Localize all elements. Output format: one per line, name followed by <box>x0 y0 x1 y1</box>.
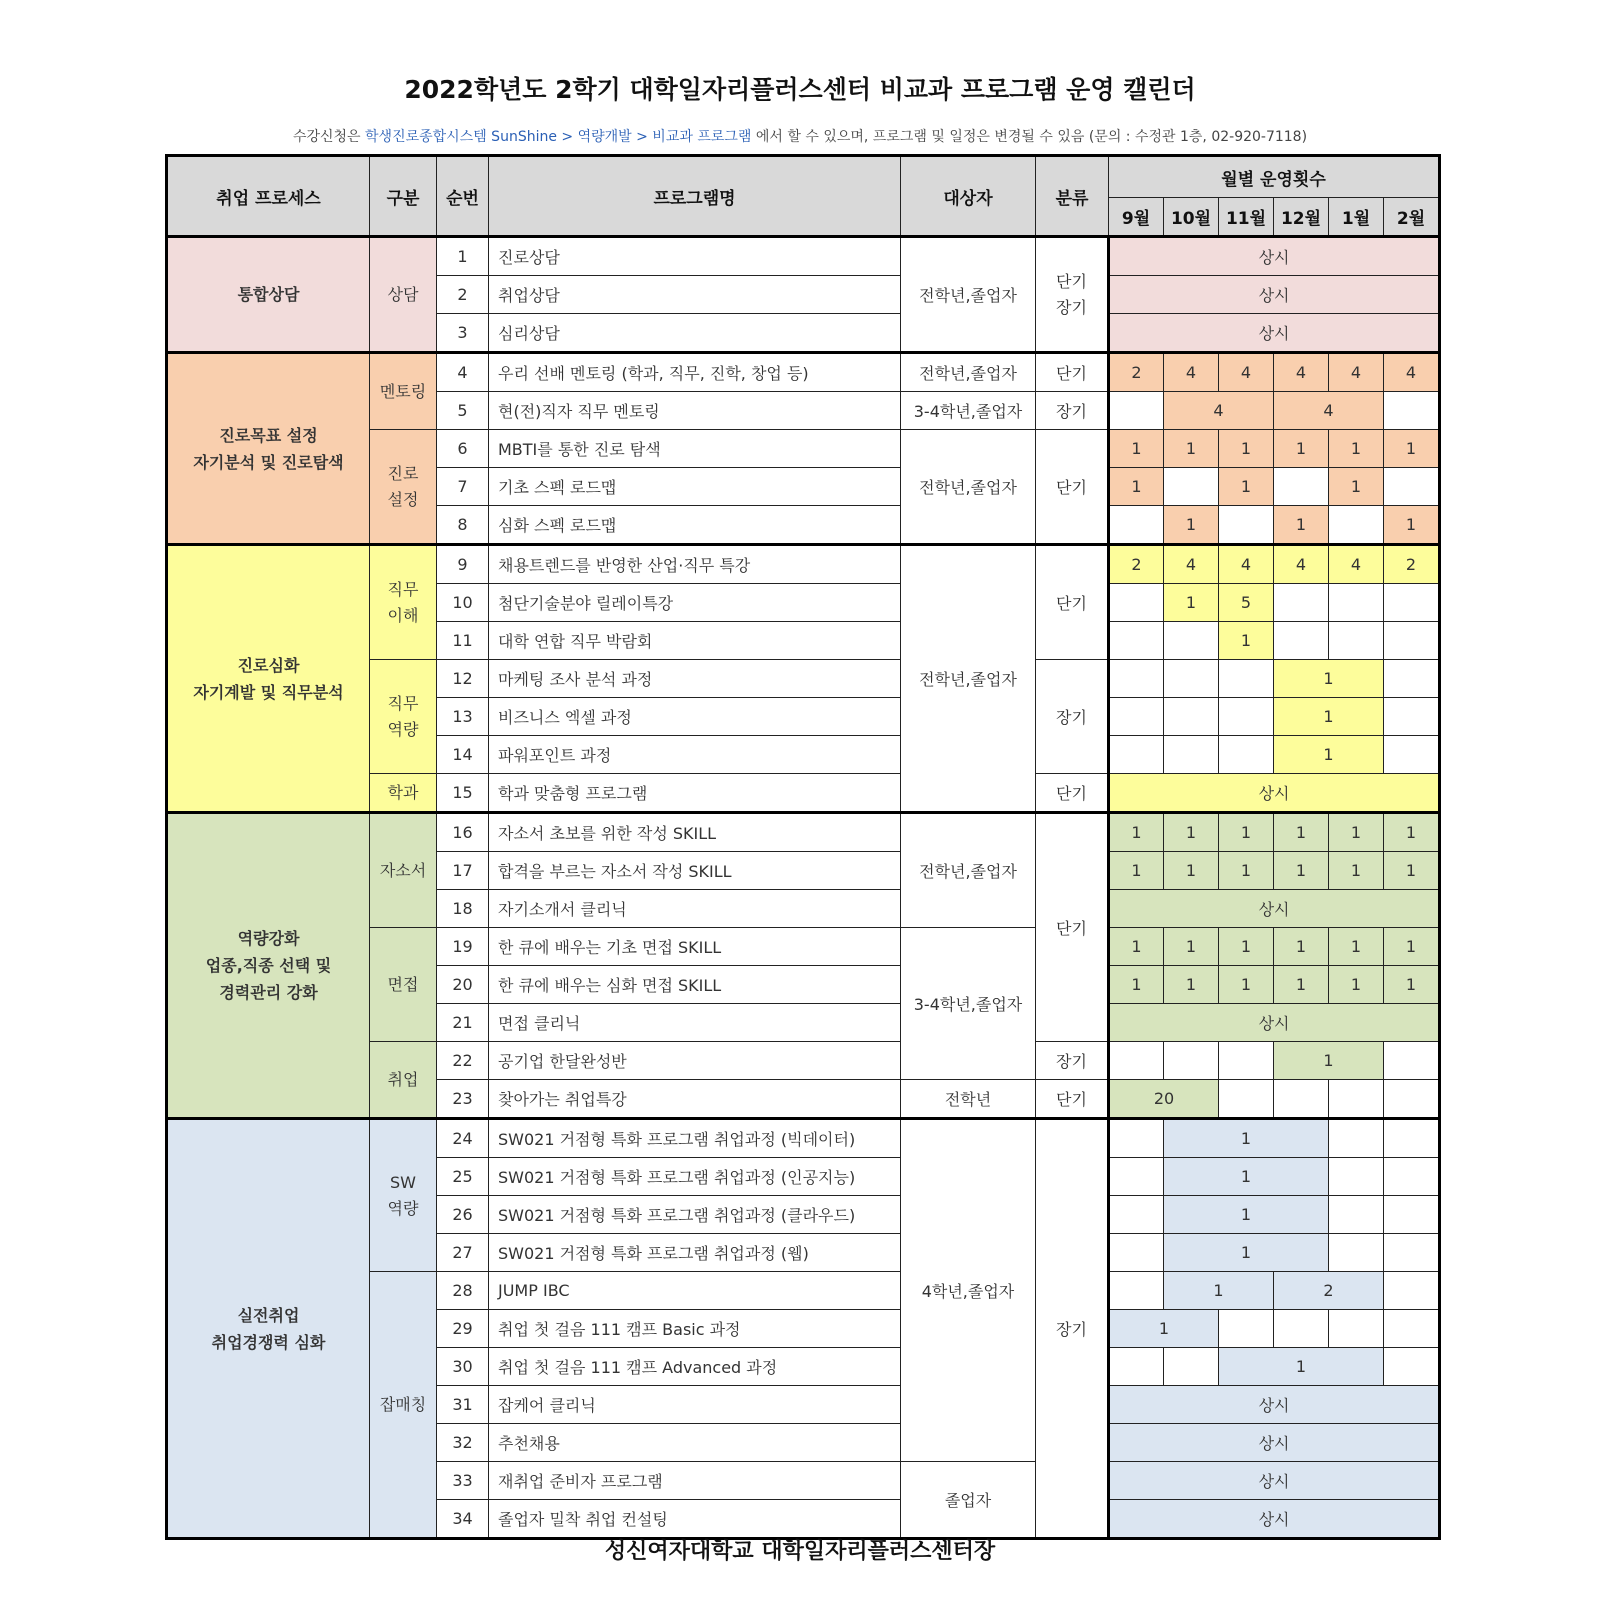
program-number: 11 <box>437 622 489 660</box>
month-count: 4 <box>1164 392 1274 430</box>
month-count: 1 <box>1274 660 1384 698</box>
month-empty <box>1109 698 1164 736</box>
month-count: 4 <box>1274 392 1384 430</box>
header-process: 취업 프로세스 <box>167 156 370 237</box>
notice-suffix: 에서 할 수 있으며, 프로그램 및 일정은 변경될 수 있음 (문의 : 수정관 1층, 02-920-7118) <box>751 129 1308 145</box>
type-cell: 단기 장기 <box>1036 237 1109 353</box>
program-name: 추천채용 <box>489 1424 901 1462</box>
category-line: 업종,직종 선택 및 <box>205 956 332 975</box>
month-count: 4 <box>1219 545 1274 584</box>
month-count: 1 <box>1384 506 1440 545</box>
schedule-always: 상시 <box>1109 1386 1440 1424</box>
program-number: 7 <box>437 468 489 506</box>
program-name: 진로상담 <box>489 237 901 276</box>
month-empty <box>1384 468 1440 506</box>
program-number: 22 <box>437 1042 489 1080</box>
schedule-always: 상시 <box>1109 1462 1440 1500</box>
month-count: 1 <box>1274 506 1329 545</box>
type-cell: 단기 <box>1036 545 1109 660</box>
month-empty <box>1109 506 1164 545</box>
month-count: 20 <box>1109 1080 1219 1119</box>
category-line: 경력관리 강화 <box>219 983 318 1002</box>
program-name: SW021 거점형 특화 프로그램 취업과정 (빅데이터) <box>489 1119 901 1158</box>
table-row <box>167 545 1440 584</box>
month-count: 4 <box>1329 353 1384 392</box>
type-cell: 장기 <box>1036 392 1109 430</box>
month-count: 1 <box>1164 852 1219 890</box>
month-count: 1 <box>1219 468 1274 506</box>
month-empty <box>1329 622 1384 660</box>
program-number: 17 <box>437 852 489 890</box>
issuer-signature: 성신여자대학교 대학일자리플러스센터장 <box>604 1539 996 1564</box>
program-name: SW021 거점형 특화 프로그램 취업과정 (인공지능) <box>489 1158 901 1196</box>
month-empty <box>1384 622 1440 660</box>
program-number: 4 <box>437 353 489 392</box>
program-name: 잡케어 클리닉 <box>489 1386 901 1424</box>
month-count: 1 <box>1219 966 1274 1004</box>
division-cell: 취업 <box>370 1042 437 1119</box>
month-empty <box>1219 1042 1274 1080</box>
month-count: 1 <box>1274 1042 1384 1080</box>
table-row <box>167 1119 1440 1158</box>
month-empty <box>1274 1080 1329 1119</box>
schedule-always: 상시 <box>1109 237 1440 276</box>
program-number: 15 <box>437 774 489 813</box>
program-number: 1 <box>437 237 489 276</box>
month-count: 1 <box>1164 430 1219 468</box>
month-count: 1 <box>1329 468 1384 506</box>
table-row <box>167 237 1440 276</box>
month-empty <box>1384 1234 1440 1272</box>
month-empty <box>1329 1158 1384 1196</box>
page-title: 2022학년도 2학기 대학일자리플러스센터 비교과 프로그램 운영 캘린더 <box>404 75 1196 104</box>
type-cell: 단기 <box>1036 813 1109 1042</box>
program-number: 24 <box>437 1119 489 1158</box>
target-cell: 졸업자 <box>901 1462 1036 1539</box>
division-cell: 상담 <box>370 237 437 353</box>
program-number: 18 <box>437 890 489 928</box>
month-count: 1 <box>1219 928 1274 966</box>
month-empty <box>1274 622 1329 660</box>
program-number: 10 <box>437 584 489 622</box>
month-count: 1 <box>1164 1234 1329 1272</box>
program-number: 26 <box>437 1196 489 1234</box>
header-type: 분류 <box>1036 156 1109 237</box>
program-number: 23 <box>437 1080 489 1119</box>
month-empty <box>1384 1042 1440 1080</box>
program-number: 5 <box>437 392 489 430</box>
month-empty <box>1329 584 1384 622</box>
month-empty <box>1384 1158 1440 1196</box>
month-count: 4 <box>1219 353 1274 392</box>
program-name: 기초 스펙 로드맵 <box>489 468 901 506</box>
program-number: 6 <box>437 430 489 468</box>
category-cell <box>167 353 370 545</box>
program-name: 우리 선배 멘토링 (학과, 직무, 진학, 창업 등) <box>489 353 901 392</box>
category-cell <box>167 813 370 1119</box>
month-count: 4 <box>1274 545 1329 584</box>
schedule-always: 상시 <box>1109 890 1440 928</box>
month-count: 1 <box>1329 928 1384 966</box>
month-count: 4 <box>1164 353 1219 392</box>
program-number: 30 <box>437 1348 489 1386</box>
program-name: 취업 첫 걸음 111 캠프 Advanced 과정 <box>489 1348 901 1386</box>
target-cell: 4학년,졸업자 <box>901 1119 1036 1462</box>
month-count: 1 <box>1329 852 1384 890</box>
category-line: 실전취업 <box>237 1305 300 1325</box>
program-name: 심리상담 <box>489 314 901 353</box>
month-empty <box>1164 468 1219 506</box>
month-empty <box>1109 660 1164 698</box>
program-name: 한 큐에 배우는 심화 면접 SKILL <box>489 966 901 1004</box>
month-count: 5 <box>1219 584 1274 622</box>
schedule-always: 상시 <box>1109 276 1440 314</box>
month-count: 1 <box>1164 1158 1329 1196</box>
program-name: 마케팅 조사 분석 과정 <box>489 660 901 698</box>
month-empty <box>1109 584 1164 622</box>
month-count: 1 <box>1164 1119 1329 1158</box>
program-name: 찾아가는 취업특강 <box>489 1080 901 1119</box>
month-empty <box>1109 1196 1164 1234</box>
category-cell <box>167 1119 370 1539</box>
target-cell: 전학년,졸업자 <box>901 430 1036 545</box>
month-count: 1 <box>1274 698 1384 736</box>
month-count: 1 <box>1384 852 1440 890</box>
month-count: 1 <box>1219 1348 1384 1386</box>
program-number: 25 <box>437 1158 489 1196</box>
type-cell: 단기 <box>1036 430 1109 545</box>
month-empty <box>1164 1042 1219 1080</box>
month-empty <box>1384 1080 1440 1119</box>
program-number: 33 <box>437 1462 489 1500</box>
header-division: 구분 <box>370 156 437 237</box>
category-line: 역량강화 <box>237 929 300 948</box>
month-count: 1 <box>1384 813 1440 852</box>
schedule-always: 상시 <box>1109 314 1440 353</box>
month-count: 2 <box>1109 545 1164 584</box>
program-number: 14 <box>437 736 489 774</box>
division-cell: 직무 이해 <box>370 545 437 660</box>
month-count: 1 <box>1329 966 1384 1004</box>
month-count: 1 <box>1164 584 1219 622</box>
month-empty <box>1109 1042 1164 1080</box>
month-count: 1 <box>1109 468 1164 506</box>
month-empty <box>1384 660 1440 698</box>
program-number: 16 <box>437 813 489 852</box>
program-number: 27 <box>437 1234 489 1272</box>
program-name: SW021 거점형 특화 프로그램 취업과정 (클라우드) <box>489 1196 901 1234</box>
program-number: 21 <box>437 1004 489 1042</box>
program-number: 3 <box>437 314 489 353</box>
month-empty <box>1109 1234 1164 1272</box>
month-empty <box>1329 1310 1384 1348</box>
program-number: 28 <box>437 1272 489 1310</box>
target-cell: 전학년,졸업자 <box>901 545 1036 813</box>
month-count: 1 <box>1274 928 1329 966</box>
target-cell: 전학년,졸업자 <box>901 237 1036 353</box>
month-count: 1 <box>1109 966 1164 1004</box>
program-name: 재취업 준비자 프로그램 <box>489 1462 901 1500</box>
month-count: 1 <box>1384 430 1440 468</box>
month-empty <box>1384 1119 1440 1158</box>
month-empty <box>1219 1310 1274 1348</box>
schedule-always: 상시 <box>1109 1500 1440 1539</box>
program-name: 자기소개서 클리닉 <box>489 890 901 928</box>
program-number: 20 <box>437 966 489 1004</box>
month-count: 1 <box>1109 1310 1219 1348</box>
month-count: 4 <box>1384 353 1440 392</box>
month-empty <box>1164 660 1219 698</box>
program-number: 2 <box>437 276 489 314</box>
month-count: 1 <box>1219 622 1274 660</box>
header-monthly: 월별 운영횟수 <box>1109 156 1440 198</box>
month-empty <box>1329 1080 1384 1119</box>
program-name: 비즈니스 엑셀 과정 <box>489 698 901 736</box>
program-name: 자소서 초보를 위한 작성 SKILL <box>489 813 901 852</box>
month-empty <box>1384 584 1440 622</box>
program-number: 29 <box>437 1310 489 1348</box>
division-cell: 잡매칭 <box>370 1272 437 1539</box>
header-target: 대상자 <box>901 156 1036 237</box>
program-name: 심화 스펙 로드맵 <box>489 506 901 545</box>
program-name: SW021 거점형 특화 프로그램 취업과정 (웹) <box>489 1234 901 1272</box>
month-empty <box>1384 1310 1440 1348</box>
month-count: 1 <box>1164 928 1219 966</box>
month-count: 1 <box>1384 966 1440 1004</box>
notice-system-path: 학생진로종합시스템 SunShine > 역량개발 > 비교과 프로그램 <box>365 129 752 145</box>
header-month: 2월 <box>1384 198 1440 237</box>
month-empty <box>1329 1196 1384 1234</box>
program-name: 면접 클리닉 <box>489 1004 901 1042</box>
month-empty <box>1384 736 1440 774</box>
month-count: 1 <box>1384 928 1440 966</box>
program-number: 31 <box>437 1386 489 1424</box>
program-name: JUMP IBC <box>489 1272 901 1310</box>
category-line: 진로목표 설정 <box>219 425 318 445</box>
type-cell: 장기 <box>1036 660 1109 774</box>
month-empty <box>1109 1348 1164 1386</box>
header-month: 10월 <box>1164 198 1219 237</box>
month-empty <box>1164 736 1219 774</box>
type-cell: 단기 <box>1036 1080 1109 1119</box>
month-count: 4 <box>1329 545 1384 584</box>
target-cell: 전학년 <box>901 1080 1036 1119</box>
program-name: 첨단기술분야 릴레이특강 <box>489 584 901 622</box>
program-name: 현(전)직자 직무 멘토링 <box>489 392 901 430</box>
month-count: 1 <box>1109 852 1164 890</box>
program-number: 12 <box>437 660 489 698</box>
header-month: 12월 <box>1274 198 1329 237</box>
month-empty <box>1274 468 1329 506</box>
month-empty <box>1274 584 1329 622</box>
month-empty <box>1219 736 1274 774</box>
month-count: 1 <box>1164 813 1219 852</box>
month-empty <box>1329 506 1384 545</box>
program-number: 8 <box>437 506 489 545</box>
month-count: 2 <box>1384 545 1440 584</box>
program-name: 채용트렌드를 반영한 산업·직무 특강 <box>489 545 901 584</box>
division-cell: 직무 역량 <box>370 660 437 774</box>
target-cell: 3-4학년,졸업자 <box>901 928 1036 1080</box>
program-name: 학과 맞춤형 프로그램 <box>489 774 901 813</box>
program-name: 합격을 부르는 자소서 작성 SKILL <box>489 852 901 890</box>
month-count: 1 <box>1109 430 1164 468</box>
month-empty <box>1329 1234 1384 1272</box>
table-row <box>167 353 1440 392</box>
month-count: 1 <box>1219 430 1274 468</box>
category-line: 취업경쟁력 심화 <box>211 1332 326 1352</box>
month-count: 1 <box>1109 813 1164 852</box>
month-empty <box>1329 1119 1384 1158</box>
enrollment-notice <box>0 126 1600 146</box>
header-program: 프로그램명 <box>489 156 901 237</box>
month-count: 1 <box>1219 852 1274 890</box>
month-count: 1 <box>1164 1196 1329 1234</box>
division-cell: SW 역량 <box>370 1119 437 1272</box>
type-cell: 단기 <box>1036 774 1109 813</box>
division-cell: 자소서 <box>370 813 437 928</box>
division-cell: 면접 <box>370 928 437 1042</box>
month-empty <box>1384 1272 1440 1310</box>
program-name: 대학 연합 직무 박람회 <box>489 622 901 660</box>
category-cell <box>167 237 370 353</box>
month-empty <box>1164 622 1219 660</box>
month-empty <box>1109 392 1164 430</box>
month-empty <box>1109 1272 1164 1310</box>
month-count: 1 <box>1274 966 1329 1004</box>
month-empty <box>1164 1348 1219 1386</box>
schedule-always: 상시 <box>1109 1424 1440 1462</box>
month-empty <box>1384 1196 1440 1234</box>
division-cell: 멘토링 <box>370 353 437 430</box>
category-line: 통합상담 <box>237 285 300 304</box>
month-count: 1 <box>1329 430 1384 468</box>
month-empty <box>1384 392 1440 430</box>
category-cell <box>167 545 370 813</box>
month-empty <box>1109 1119 1164 1158</box>
month-count: 1 <box>1164 506 1219 545</box>
program-name: 파워포인트 과정 <box>489 736 901 774</box>
division-cell: 학과 <box>370 774 437 813</box>
program-name: 졸업자 밀착 취업 컨설팅 <box>489 1500 901 1539</box>
schedule-always: 상시 <box>1109 774 1440 813</box>
program-number: 9 <box>437 545 489 584</box>
month-count: 1 <box>1164 966 1219 1004</box>
month-empty <box>1109 622 1164 660</box>
program-number: 13 <box>437 698 489 736</box>
program-name: MBTI를 통한 진로 탐색 <box>489 430 901 468</box>
month-empty <box>1219 506 1274 545</box>
month-count: 1 <box>1329 813 1384 852</box>
header-month: 1월 <box>1329 198 1384 237</box>
month-count: 2 <box>1109 353 1164 392</box>
month-count: 1 <box>1109 928 1164 966</box>
month-count: 4 <box>1274 353 1329 392</box>
program-number: 32 <box>437 1424 489 1462</box>
type-cell: 장기 <box>1036 1119 1109 1539</box>
month-count: 1 <box>1274 852 1329 890</box>
month-count: 1 <box>1274 430 1329 468</box>
month-count: 4 <box>1164 545 1219 584</box>
header-month: 9월 <box>1109 198 1164 237</box>
month-empty <box>1109 1158 1164 1196</box>
program-number: 34 <box>437 1500 489 1539</box>
target-cell: 전학년,졸업자 <box>901 813 1036 928</box>
month-count: 1 <box>1219 813 1274 852</box>
division-cell: 진로 설정 <box>370 430 437 545</box>
month-count: 1 <box>1274 813 1329 852</box>
program-name: 공기업 한달완성반 <box>489 1042 901 1080</box>
month-empty <box>1274 1310 1329 1348</box>
category-line: 자기분석 및 진로탐색 <box>193 452 344 472</box>
month-empty <box>1219 660 1274 698</box>
month-empty <box>1384 698 1440 736</box>
header-month: 11월 <box>1219 198 1274 237</box>
schedule-always: 상시 <box>1109 1004 1440 1042</box>
month-empty <box>1384 1348 1440 1386</box>
program-number: 19 <box>437 928 489 966</box>
program-name: 취업 첫 걸음 111 캠프 Basic 과정 <box>489 1310 901 1348</box>
month-count: 2 <box>1274 1272 1384 1310</box>
program-name: 취업상담 <box>489 276 901 314</box>
month-count: 1 <box>1274 736 1384 774</box>
type-cell: 장기 <box>1036 1042 1109 1080</box>
program-calendar-table <box>165 154 1441 1540</box>
notice-prefix: 수강신청은 <box>292 129 366 145</box>
table-row <box>167 813 1440 852</box>
program-name: 한 큐에 배우는 기초 면접 SKILL <box>489 928 901 966</box>
category-line: 진로심화 <box>237 655 300 675</box>
type-cell: 단기 <box>1036 353 1109 392</box>
category-line: 자기계발 및 직무분석 <box>193 682 344 702</box>
target-cell: 전학년,졸업자 <box>901 353 1036 392</box>
month-count: 1 <box>1164 1272 1274 1310</box>
month-empty <box>1164 698 1219 736</box>
month-empty <box>1219 1080 1274 1119</box>
month-empty <box>1109 736 1164 774</box>
month-empty <box>1219 698 1274 736</box>
header-number: 순번 <box>437 156 489 237</box>
target-cell: 3-4학년,졸업자 <box>901 392 1036 430</box>
